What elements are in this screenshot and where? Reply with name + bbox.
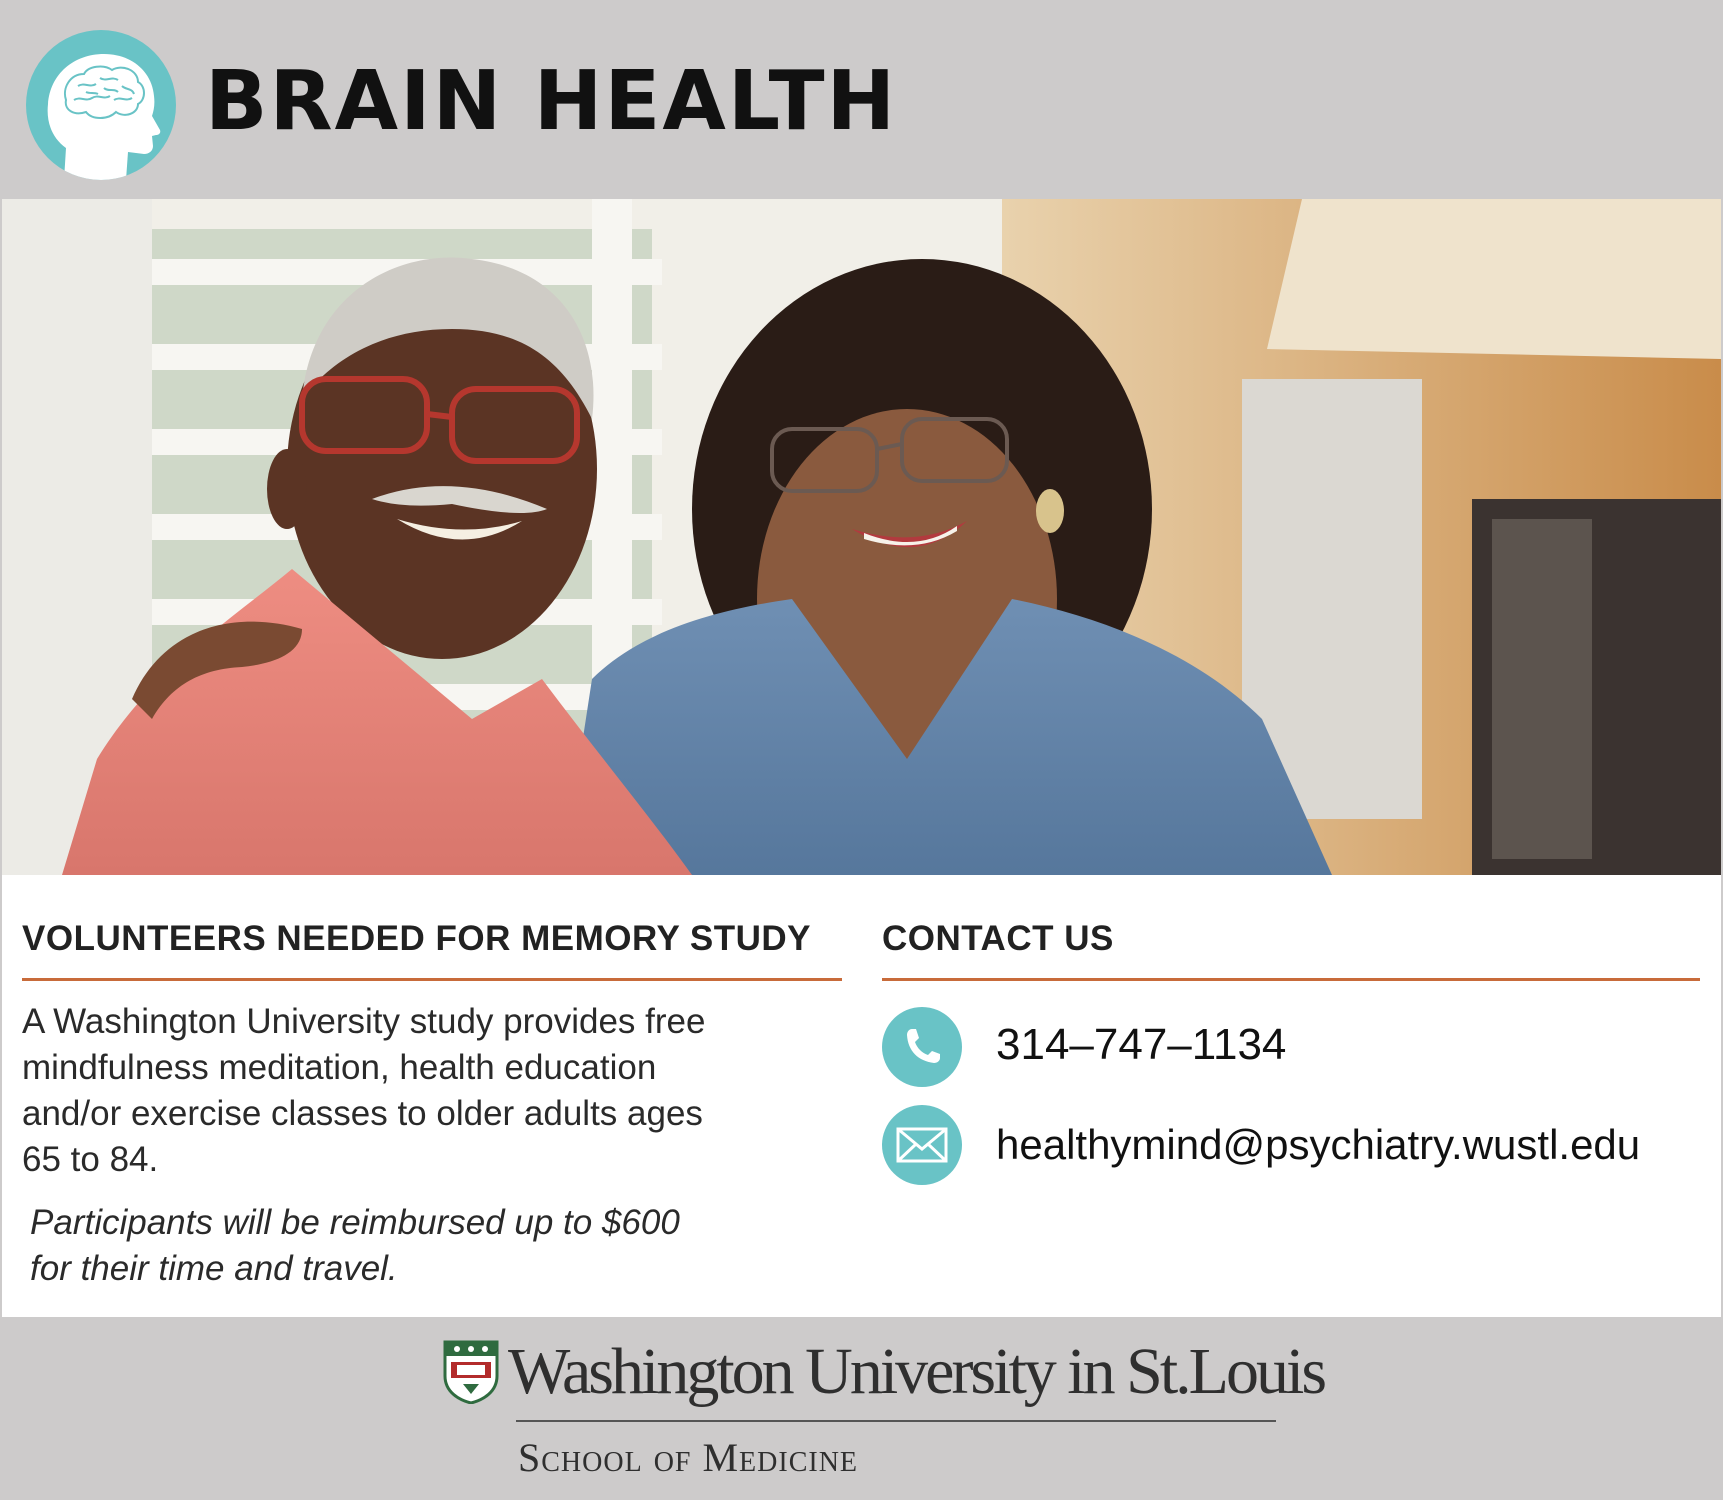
study-heading: VOLUNTEERS NEEDED FOR MEMORY STUDY (22, 919, 812, 958)
contact-heading: CONTACT US (882, 919, 1114, 958)
footer-divider (516, 1420, 1276, 1422)
university-crest-icon (443, 1340, 499, 1404)
school-name: School of Medicine (518, 1435, 859, 1480)
phone-number[interactable]: 314–747–1134 (996, 1020, 1287, 1069)
email-address[interactable]: healthymind@psychiatry.wustl.edu (996, 1121, 1641, 1168)
envelope-icon (882, 1105, 962, 1185)
brain-head-icon (26, 30, 176, 180)
university-name: Washington University in St.Louis (508, 1335, 1325, 1408)
header (0, 0, 1723, 199)
reimbursement-note: Participants will be reimbursed up to $600 for their time and travel. (30, 1203, 680, 1288)
study-divider (22, 978, 842, 981)
contact-divider (882, 978, 1700, 981)
footer (0, 1317, 1723, 1500)
study-description: A Washington University study provides free mindfulness meditation, health education and/or exercise classes to older adults ages 65 to 84. (22, 1002, 706, 1179)
phone-icon (882, 1007, 962, 1087)
content-panel (2, 875, 1721, 1317)
page-title: BRAIN HEALTH (205, 54, 898, 149)
photo-couple (2, 199, 1721, 875)
